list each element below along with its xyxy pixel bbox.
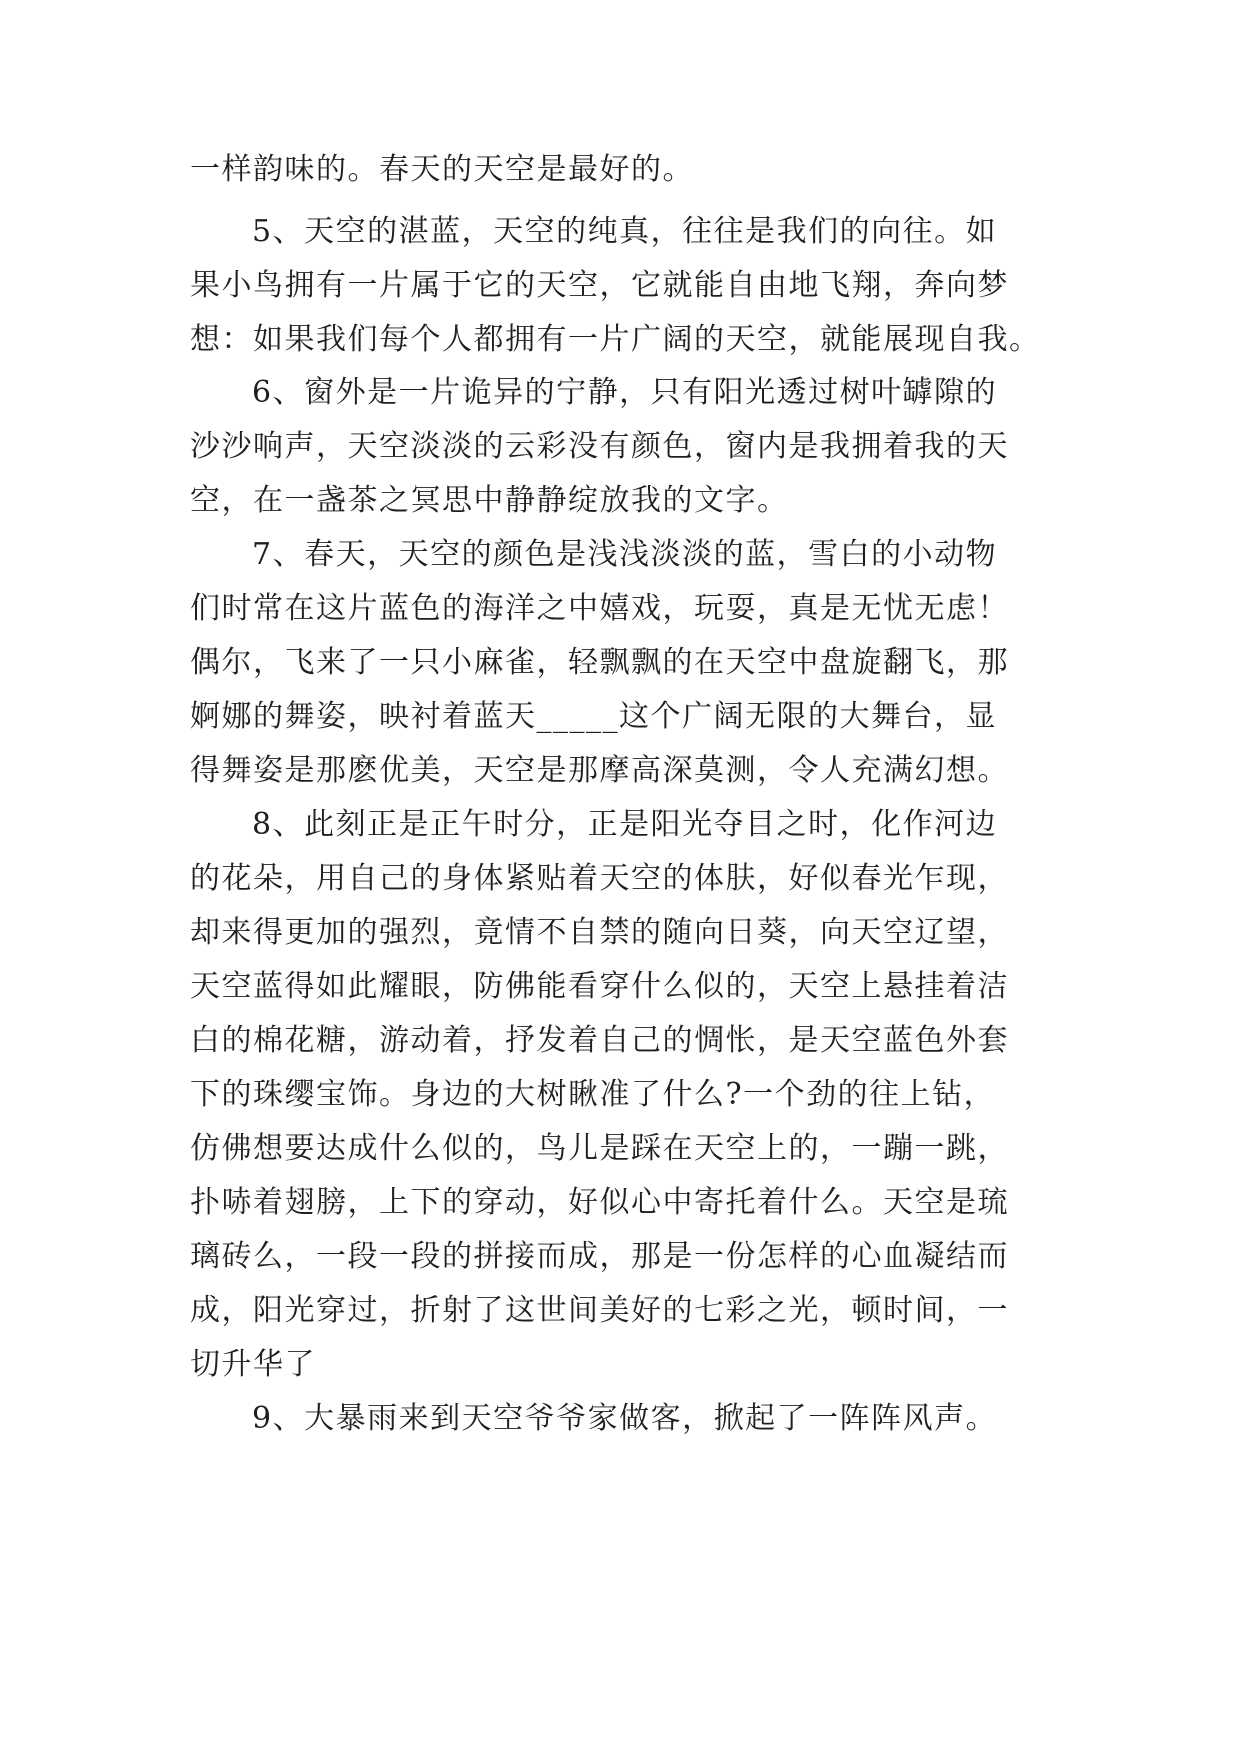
text-line: 的花朵，用自己的身体紧贴着天空的体肤，好似春光乍现， bbox=[190, 861, 1009, 896]
text-line: 空，在一盏茶之冥思中静静绽放我的文字。 bbox=[190, 483, 789, 518]
text-line: 璃砖么，一段一段的拼接而成，那是一份怎样的心血凝结而 bbox=[190, 1239, 1009, 1274]
text-line: 果小鸟拥有一片属于它的天空，它就能自由地飞翔，奔向梦 bbox=[190, 268, 1009, 303]
text-line: 扑哧着翅膀，上下的穿动，好似心中寄托着什么。天空是琉 bbox=[190, 1185, 1009, 1220]
text-line: 下的珠缨宝饰。身边的大树瞅准了什么?一个劲的往上钻， bbox=[190, 1077, 996, 1112]
paragraph-8-first-line: 8、此刻正是正午时分，正是阳光夺目之时，化作河边 bbox=[252, 807, 998, 842]
text-line: 得舞姿是那麽优美，天空是那摩高深莫测，令人充满幻想。 bbox=[190, 753, 1009, 788]
text-line: 一样韵味的。春天的天空是最好的。 bbox=[190, 152, 694, 187]
paragraph-6-first-line: 6、窗外是一片诡异的宁静，只有阳光透过树叶罅隙的 bbox=[252, 375, 998, 410]
text-line: 白的棉花糖，游动着，抒发着自己的惆怅，是天空蓝色外套 bbox=[190, 1023, 1009, 1058]
text-line: 却来得更加的强烈，竟情不自禁的随向日葵，向天空辽望， bbox=[190, 915, 1009, 950]
paragraph-9-first-line: 9、大暴雨来到天空爷爷家做客，掀起了一阵阵风声。 bbox=[252, 1401, 998, 1436]
paragraph-5-first-line: 5、天空的湛蓝，天空的纯真，往往是我们的向往。如 bbox=[252, 214, 998, 249]
paragraph-7-first-line: 7、春天，天空的颜色是浅浅淡淡的蓝，雪白的小动物 bbox=[252, 537, 998, 572]
text-line: 天空蓝得如此耀眼，防佛能看穿什么似的，天空上悬挂着洁 bbox=[190, 969, 1009, 1004]
text-line: 沙沙响声，天空淡淡的云彩没有颜色，窗内是我拥着我的天 bbox=[190, 429, 1009, 464]
text-line: 偶尔，飞来了一只小麻雀，轻飘飘的在天空中盘旋翻飞，那 bbox=[190, 645, 1009, 680]
text-line: 仿佛想要达成什么似的，鸟儿是踩在天空上的，一蹦一跳， bbox=[190, 1131, 1009, 1166]
text-line: 切升华了 bbox=[190, 1347, 316, 1382]
text-line: 们时常在这片蓝色的海洋之中嬉戏，玩耍，真是无忧无虑！ bbox=[190, 591, 1009, 626]
text-line: 想：如果我们每个人都拥有一片广阔的天空，就能展现自我。 bbox=[190, 322, 1041, 357]
text-line: 成，阳光穿过，折射了这世间美好的七彩之光，顿时间，一 bbox=[190, 1293, 1009, 1328]
text-line: 婀娜的舞姿，映衬着蓝天_____这个广阔无限的大舞台，显 bbox=[190, 699, 997, 734]
